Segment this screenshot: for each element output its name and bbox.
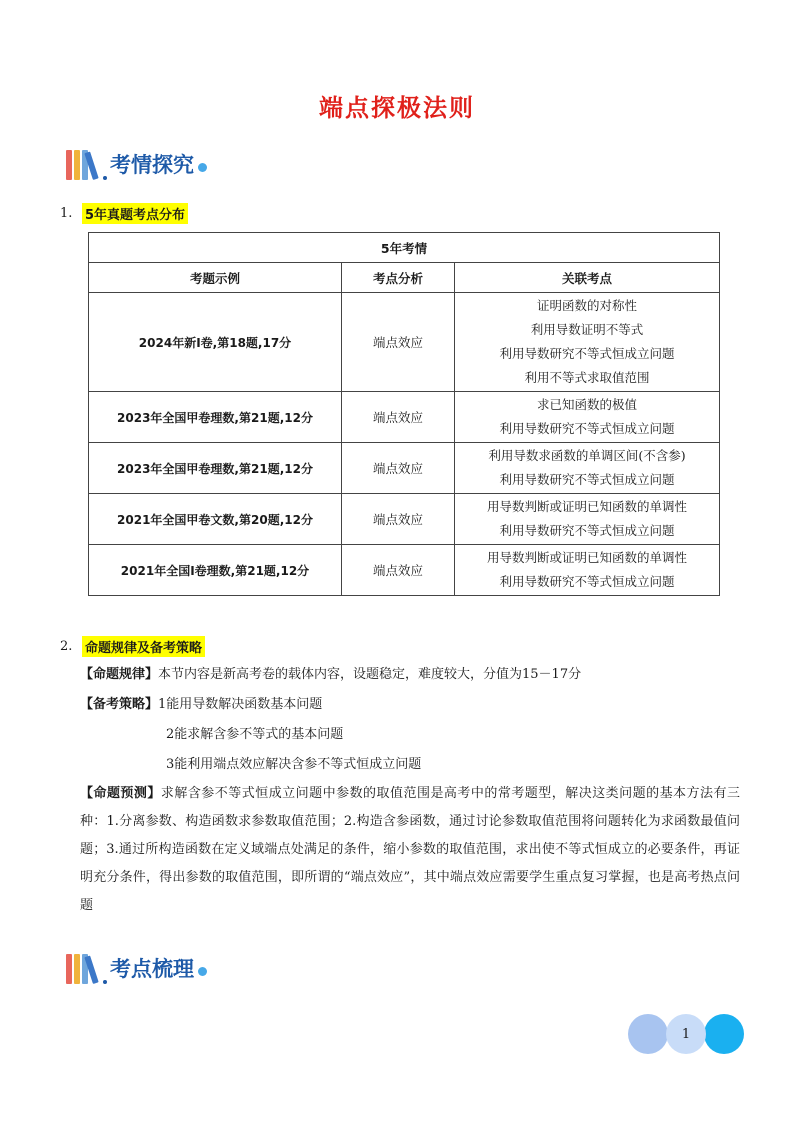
forecast-label: 【命题预测】 bbox=[80, 786, 161, 801]
table-cell-example: 2021年全国I卷理数,第21题,12分 bbox=[89, 545, 342, 596]
table-cell-related bbox=[455, 494, 720, 545]
page-number: 1 bbox=[681, 1026, 691, 1042]
section-header-key-points bbox=[66, 948, 207, 988]
item-heading-text: 5年真题考点分布 bbox=[82, 203, 188, 224]
table-cell-example: 2021年全国甲卷文数,第20题,12分 bbox=[89, 494, 342, 545]
related-item: 用导数判断或证明已知函数的单调性 bbox=[486, 499, 687, 514]
strategy-item: 1能用导数解决函数基本问题 bbox=[158, 697, 323, 712]
rule-text: 本节内容是新高考卷的载体内容，设题稳定，难度较大，分值为15－17分 bbox=[158, 667, 582, 682]
related-item: 利用导数求函数的单调区间(不含参) bbox=[488, 448, 686, 463]
table-cell-related bbox=[455, 443, 720, 494]
table-header: 考点分析 bbox=[342, 263, 455, 293]
related-item: 证明函数的对称性 bbox=[536, 298, 637, 313]
related-item: 利用导数研究不等式恒成立问题 bbox=[499, 346, 675, 361]
section-header-exam-analysis bbox=[66, 144, 207, 184]
rule-label: 【命题规律】 bbox=[80, 667, 159, 682]
strategy-label: 【备考策略】 bbox=[80, 697, 159, 712]
table-row bbox=[89, 545, 720, 596]
table-cell-analysis: 端点效应 bbox=[342, 443, 455, 494]
item-heading-text: 命题规律及备考策略 bbox=[82, 636, 205, 657]
books-icon bbox=[66, 952, 99, 984]
related-item: 求已知函数的极值 bbox=[536, 397, 637, 412]
related-item: 利用导数研究不等式恒成立问题 bbox=[499, 472, 675, 487]
document-title: 端点探极法则 bbox=[319, 93, 475, 122]
strategy-paragraph bbox=[80, 690, 740, 780]
item-heading-2 bbox=[60, 636, 205, 657]
books-icon bbox=[66, 148, 99, 180]
table-cell-analysis: 端点效应 bbox=[342, 293, 455, 392]
table-cell-related bbox=[455, 545, 720, 596]
related-item: 利用导数研究不等式恒成立问题 bbox=[499, 574, 675, 589]
table-cell-analysis: 端点效应 bbox=[342, 545, 455, 596]
related-item: 利用导数研究不等式恒成立问题 bbox=[499, 523, 675, 538]
related-item: 利用不等式求取值范围 bbox=[524, 370, 650, 385]
dot-icon bbox=[198, 967, 207, 976]
table-cell-related bbox=[455, 293, 720, 392]
table-cell-example: 2024年新I卷,第18题,17分 bbox=[89, 293, 342, 392]
item-number: 2. bbox=[60, 639, 73, 654]
exam-distribution-table bbox=[88, 232, 720, 596]
table-cell-example: 2023年全国甲卷理数,第21题,12分 bbox=[89, 443, 342, 494]
item-heading-1 bbox=[60, 203, 188, 224]
table-cell-analysis: 端点效应 bbox=[342, 494, 455, 545]
table-cell-example: 2023年全国甲卷理数,第21题,12分 bbox=[89, 392, 342, 443]
strategy-item: 3能利用端点效应解决含参不等式恒成立问题 bbox=[166, 757, 422, 772]
section-title: 考点梳理 bbox=[110, 957, 194, 981]
table-row bbox=[89, 293, 720, 392]
strategy-item: 2能求解含参不等式的基本问题 bbox=[166, 727, 344, 742]
related-item: 利用导数证明不等式 bbox=[530, 322, 644, 337]
table-header: 考题示例 bbox=[89, 263, 342, 293]
table-cell-related bbox=[455, 392, 720, 443]
table-header: 关联考点 bbox=[455, 263, 720, 293]
forecast-paragraph bbox=[80, 780, 740, 920]
table-row bbox=[89, 392, 720, 443]
related-item: 利用导数研究不等式恒成立问题 bbox=[499, 421, 675, 436]
item-number: 1. bbox=[60, 206, 73, 221]
table-row bbox=[89, 443, 720, 494]
table-cell-analysis: 端点效应 bbox=[342, 392, 455, 443]
dot-icon bbox=[198, 163, 207, 172]
page-indicator bbox=[628, 1014, 746, 1054]
related-item: 用导数判断或证明已知函数的单调性 bbox=[486, 550, 687, 565]
forecast-text: 求解含参不等式恒成立问题中参数的取值范围是高考中的常考题型，解决这类问题的基本方法有三种：1.分离参数、构造函数求参数取值范围；2.构造含参函数，通过讨论参数取值范围将问题转化为求函数最值问题；3.通过所构造函数在定义域端点处满足的条件，缩小参数的取值范围，求出使不等式恒成立的必要条件，再证明充分条件，得出参数的取值范围，即所谓的“端点效应”，其中端点效应需要学生重点复习掌握，也是高考热点问题 bbox=[80, 786, 740, 913]
rule-paragraph bbox=[80, 660, 740, 690]
table-caption: 5年考情 bbox=[89, 233, 720, 263]
section-title: 考情探究 bbox=[110, 153, 194, 177]
table-row bbox=[89, 494, 720, 545]
